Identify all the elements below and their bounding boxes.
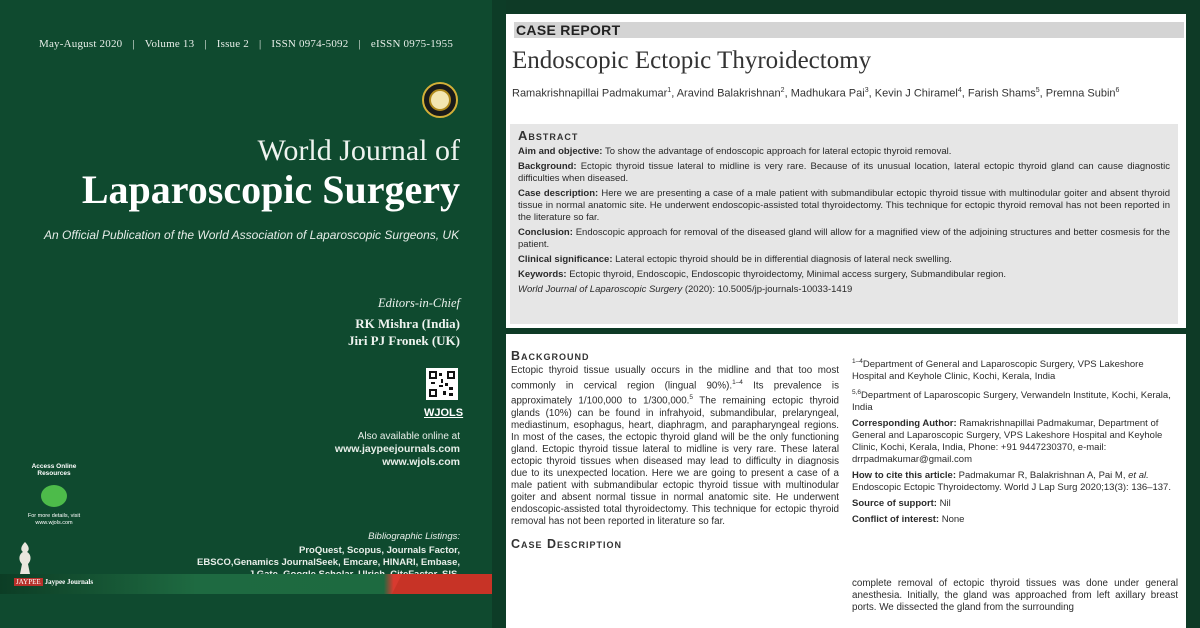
video-camera-icon — [41, 485, 67, 507]
jaypee-logo-icon — [14, 540, 36, 576]
online-availability — [335, 430, 460, 469]
article-body-panel — [506, 334, 1186, 628]
issue-volume: Volume 13 — [144, 38, 195, 50]
body-left-column — [511, 350, 839, 553]
article-title: Endoscopic Ectopic Thyroidectomy — [512, 47, 872, 74]
online-url[interactable]: www.jaypeejournals.com — [334, 443, 460, 455]
issue-separator: | — [204, 38, 207, 50]
wjols-label: WJOLS — [424, 407, 464, 419]
case-description-heading: Case Description — [511, 536, 623, 551]
issue-separator: | — [259, 38, 262, 50]
online-url[interactable]: www.wjols.com — [382, 456, 460, 468]
article-header-panel — [506, 14, 1186, 328]
author-affiliation: 3 — [864, 87, 869, 94]
author-affiliation: 1 — [667, 87, 672, 94]
abstract-keywords: Keywords: Ectopic thyroid, Endoscopic, Endoscopic thyroidectomy, Minimal access surgery, Submandibular region. — [518, 269, 1007, 280]
access-label: Access Online Resources — [31, 463, 77, 477]
author-name: Ramakrishnapillai Padmakumar — [512, 87, 668, 100]
biblio-line: EBSCO,Genamics JournalSeek, Emcare, HINARI, Embase, — [197, 557, 460, 568]
abstract-citation: World Journal of Laparoscopic Surgery (2020): 10.5005/jp-journals-10033-1419 — [518, 284, 853, 295]
body-right-column — [852, 356, 1178, 613]
author-name: Kevin J Chiramel — [874, 87, 958, 100]
abstract-significance: Clinical significance: Lateral ectopic thyroid should be in differential diagnosis of lateral neck swelling. — [518, 254, 952, 265]
author-name: Farish Shams — [967, 87, 1036, 100]
journal-title-line2: Laparoscopic Surgery — [81, 167, 460, 212]
biblio-line: ProQuest, Scopus, Journals Factor, — [298, 545, 460, 556]
cite-this-article: How to cite this article: Padmakumar R, Balakrishnan A, Pai M, et al. Endoscopic Ectopic Thyroidectomy. World J Lap Surg 2020;13(3): 136–137. — [852, 470, 1171, 494]
page-gutter — [492, 0, 506, 628]
issue-separator: | — [132, 38, 135, 50]
journal-title-line1: World Journal of — [257, 134, 460, 167]
case-description-continued: complete removal of ectopic thyroid tissues was done under general anesthesia. Initially, the gland was approached from left axillary breast ports. We dissected the gland from the surrounding — [852, 578, 1178, 613]
access-url[interactable]: www.wjols.com — [35, 520, 73, 526]
affiliation-1: $^{1-4}$Department of General and Laparoscopic Surgery, VPS Lakeshore Hospital and Keyhole Clinic, Kochi, Kerala, India — [852, 358, 1144, 383]
editor-name: Jiri PJ Fronek (UK) — [347, 333, 460, 348]
issue-line — [0, 38, 492, 50]
author-name: Premna Subin — [1045, 87, 1116, 100]
abstract-background: Background: Ectopic thyroid tissue lateral to midline is very rare. Because of its unusual location, lateral ectopic thyroid gland can cause diagnostic difficulties when diseased. — [518, 161, 1170, 184]
issue-number: Issue 2 — [216, 38, 249, 50]
affiliation-2: $^{5,6}$Department of Laparoscopic Surgery, Verwandeln Institute, Kochi, Kerala, India — [852, 389, 1171, 414]
author-affiliation: 6 — [1115, 87, 1120, 94]
section-label: CASE REPORT — [516, 22, 621, 38]
issue-separator: | — [358, 38, 361, 50]
eissn: eISSN 0975-1955 — [370, 38, 454, 50]
editor-name: RK Mishra (India) — [355, 316, 460, 331]
association-emblem-icon — [422, 82, 458, 118]
editors-label: Editors-in-Chief — [378, 296, 460, 310]
abstract-heading: Abstract — [518, 128, 579, 143]
publisher-mark: JAYPEE — [16, 578, 41, 586]
access-more-label: For more details, visit — [27, 513, 81, 519]
issue-date: May-August 2020 — [38, 38, 123, 50]
author-affiliation: 5 — [1035, 87, 1040, 94]
abstract-box — [510, 124, 1178, 324]
background-paragraph: Ectopic thyroid tissue usually occurs in the midline and that too most commonly in cervical region (lingual 90%).$^{1-4}$ Its prevalence is approximately 1/100,000 to 1/300,000.$^5$ The remaining ectopic thyroid glands (10%) can be found in infrahyoid, submandibular, prelaryngeal, mediastinum, esophagus, heart, diaphragm, and parapharyngeal regions. In most of the cases, the ectopic thyroid gland will be the only functioning gland. Ectopic thyroid tissue lateral to midline is very rare. These lateral ectopic thyroid tissues when diseased may lead to difficulty in diagnosis due to its unexpected location. Here we are going to present a case of a male patient with submandibular ectopic thyroid tissue with multinodular goiter and absent normal tissue in normal anatomic site. He underwent endoscopic-assisted total thyroidectomy. This technique for ectopic thyroid removal has not been reported in literature so far. — [511, 365, 839, 527]
abstract-aim: Aim and objective: To show the advantage of endoscopic approach for lateral ectopic thyroid removal. — [518, 146, 952, 157]
author-name: Madhukara Pai — [790, 87, 865, 100]
conflict-of-interest: Conflict of interest: None — [852, 514, 965, 526]
author-list: Ramakrishnapillai Padmakumar$^1$, Aravind Balakrishnan$^2$, Madhukara Pai$^3$, Kevin J Chiramel$^4$, Farish Shams$^5$, Premna Subin$^6$ — [512, 87, 1120, 100]
online-label: Also available online at — [357, 431, 460, 442]
journal-subtitle: An Official Publication of the World Association of Laparoscopic Surgeons, UK — [44, 228, 460, 242]
author-affiliation: 2 — [780, 87, 785, 94]
abstract-case: Case description: Here we are presenting a case of a male patient with submandibular ectopic thyroid tissue with multinodular goiter and absent thyroid tissue in normal anatomic site. He underwent endoscopic-assisted total thyroidectomy. This technique for ectopic thyroid removal has not been reported in the literature so far. — [518, 188, 1171, 223]
source-of-support: Source of support: Nil — [852, 498, 951, 510]
journal-cover — [0, 0, 492, 628]
publisher-name: Jaypee Journals — [44, 578, 94, 586]
corresponding-author: Corresponding Author: Ramakrishnapillai Padmakumar, Department of General and Laparoscopic Surgery, VPS Lakeshore Hospital and Keyhole Clinic, Kochi, Kerala, India, Phone: +91 9447230370, e-mail: drrpadmakumar@gmail.com — [852, 418, 1163, 466]
cover-footer-accent — [392, 574, 492, 594]
editors-block — [348, 296, 460, 349]
abstract-conclusion: Conclusion: Endoscopic approach for removal of the diseased gland will allow for a magnified view of the adjoining structures and better cosmesis for the patient. — [518, 227, 1171, 250]
author-affiliation: 4 — [957, 87, 962, 94]
qr-code-icon — [426, 368, 458, 400]
access-online-resources — [16, 463, 92, 527]
author-name: Aravind Balakrishnan — [676, 87, 781, 100]
biblio-label: Bibliographic Listings: — [368, 531, 460, 542]
issn: ISSN 0974-5092 — [271, 38, 349, 50]
background-heading: Background — [511, 349, 590, 363]
publisher-label — [14, 578, 93, 586]
